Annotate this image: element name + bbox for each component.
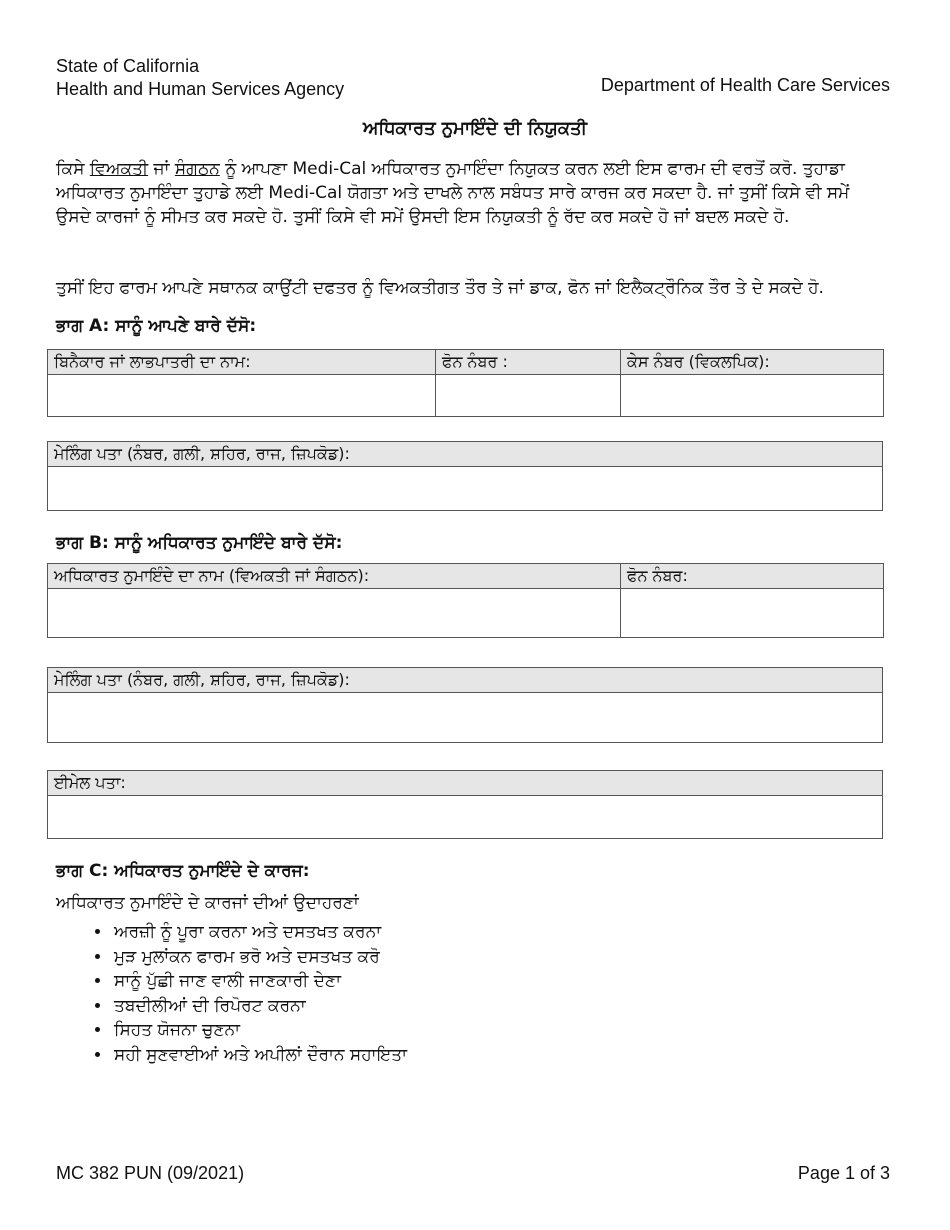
department-name: Department of Health Care Services — [600, 75, 890, 95]
representative-name-field[interactable] — [48, 589, 621, 638]
list-item: • ਸਿਹਤ ਯੋਜਨਾ ਚੁਣਨਾ — [112, 1018, 407, 1043]
list-item: • ਅਰਜ਼ੀ ਨੂੰ ਪੂਰਾ ਕਰਨਾ ਅਤੇ ਦਸਤਖਤ ਕਰਨਾ — [112, 920, 407, 945]
intro-paragraph: ਕਿਸੇ ਵਿਅਕਤੀ ਜਾਂ ਸੰਗਠਨ ਨੂੰ ਆਪਣਾ Medi-Cal ਅਧਿਕਾਰਤ ਨੁਮਾਇੰਦਾ ਨਿਯੁਕਤ ਕਰਨ ਲਈ ਇਸ ਫਾਰਮ ਦੀ ਵਰਤੋਂ ਕਰੋ. ਤੁਹਾਡਾ ਅਧਿਕਾਰਤ ਨੁਮਾਇੰਦਾ ਤੁਹਾਡੇ ਲਈ Medi-Cal ਯੋਗਤਾ ਅਤੇ ਦਾਖਲੇ ਨਾਲ ਸਬੰਧਤ ਸਾਰੇ ਕਾਰਜ ਕਰ ਸਕਦਾ ਹੈ. ਜਾਂ ਤੁਸੀਂ ਕਿਸੇ ਵੀ ਸਮੇਂ ਉਸਦੇ ਕਾਰਜਾਂ ਨੂੰ ਸੀਮਤ ਕਰ ਸਕਦੇ ਹੋ. ਤੁਸੀਂ ਕਿਸੇ ਵੀ ਸਮੇਂ ਉਸਦੀ ਇਸ ਨਿਯੁਕਤੀ ਨੂੰ ਰੱਦ ਕਰ ਸਕਦੇ ਹੋ ਜਾਂ ਬਦਲ ਸਕਦੇ ਹੋ. — [56, 159, 850, 227]
representative-phone-label: ਫੋਨ ਨੰਬਰ: — [621, 564, 884, 589]
list-item: • ਸਾਨੂੰ ਪੁੱਛੀ ਜਾਣ ਵਾਲੀ ਜਾਣਕਾਰੀ ਦੇਣਾ — [112, 969, 407, 994]
representative-email-field[interactable] — [48, 796, 883, 839]
case-number-field[interactable] — [621, 375, 884, 417]
header-left — [56, 55, 344, 101]
submission-paragraph: ਤੁਸੀਂ ਇਹ ਫਾਰਮ ਆਪਣੇ ਸਥਾਨਕ ਕਾਉਂਟੀ ਦਫਤਰ ਨੂੰ ਵਿਅਕਤੀਗਤ ਤੌਰ ਤੇ ਜਾਂ ਡਾਕ, ਫੋਨ ਜਾਂ ਇਲੈਕਟ੍ਰੌਨਿਕ ਤੌਰ ਤੇ ਦੇ ਸਕਦੇ ਹੋ. — [56, 278, 824, 298]
part-b-name-table — [47, 563, 884, 638]
part-b-email-table — [47, 770, 883, 839]
form-id: MC 382 PUN (09/2021) — [56, 1163, 245, 1183]
part-a-address-table — [47, 441, 883, 511]
applicant-name-label: ਬਿਨੈਕਾਰ ਜਾਂ ਲਾਭਪਾਤਰੀ ਦਾ ਨਾਮ: — [48, 350, 436, 375]
representative-email-label: ਈਮੇਲ ਪਤਾ: — [48, 771, 883, 796]
representative-name-label: ਅਧਿਕਾਰਤ ਨੁਮਾਇੰਦੇ ਦਾ ਨਾਮ (ਵਿਅਕਤੀ ਜਾਂ ਸੰਗਠਨ): — [48, 564, 621, 589]
list-item: • ਮੁੜ ਮੁਲਾਂਕਨ ਫਾਰਮ ਭਰੋ ਅਤੇ ਦਸਤਖਤ ਕਰੋ — [112, 945, 407, 970]
applicant-name-field[interactable] — [48, 375, 436, 417]
state-name: State of California — [56, 56, 200, 76]
page-title: ਅਧਿਕਾਰਤ ਨੁਮਾਇੰਦੇ ਦੀ ਨਿਯੁਕਤੀ — [362, 118, 588, 139]
list-item: • ਤਬਦੀਲੀਆਂ ਦੀ ਰਿਪੋਰਟ ਕਰਨਾ — [112, 994, 407, 1019]
person-term: ਵਿਅਕਤੀ — [89, 159, 149, 179]
part-b-address-table — [47, 667, 883, 743]
agency-name: Health and Human Services Agency — [56, 79, 345, 99]
applicant-phone-field[interactable] — [436, 375, 621, 417]
applicant-address-field[interactable] — [48, 467, 883, 511]
representative-address-label: ਮੇਲਿੰਗ ਪਤਾ (ਨੰਬਰ, ਗਲੀ, ਸ਼ਹਿਰ, ਰਾਜ, ਜ਼ਿਪਕੋਡ): — [48, 668, 883, 693]
part-a-heading: ਭਾਗ A: ਸਾਨੂੰ ਆਪਣੇ ਬਾਰੇ ਦੱਸੋ: — [56, 316, 257, 336]
list-item: • ਸਹੀ ਸੁਣਵਾਈਆਂ ਅਤੇ ਅਪੀਲਾਂ ਦੌਰਾਨ ਸਹਾਇਤਾ — [112, 1043, 407, 1068]
duties-list — [56, 920, 407, 1067]
representative-phone-field[interactable] — [621, 589, 884, 638]
part-a-name-table — [47, 349, 884, 417]
applicant-phone-label: ਫੋਨ ਨੰਬਰ : — [436, 350, 621, 375]
applicant-address-label: ਮੇਲਿੰਗ ਪਤਾ (ਨੰਬਰ, ਗਲੀ, ਸ਼ਹਿਰ, ਰਾਜ, ਜ਼ਿਪਕੋਡ): — [48, 442, 883, 467]
part-c-heading: ਭਾਗ C: ਅਧਿਕਾਰਤ ਨੁਮਾਇੰਦੇ ਦੇ ਕਾਰਜ: — [56, 861, 310, 881]
part-b-heading: ਭਾਗ B: ਸਾਨੂੰ ਅਧਿਕਾਰਤ ਨੁਮਾਇੰਦੇ ਬਾਰੇ ਦੱਸੋ: — [56, 533, 343, 553]
case-number-label: ਕੇਸ ਨੰਬਰ (ਵਿਕਲਪਿਕ): — [621, 350, 884, 375]
organization-term: ਸੰਗਠਨ — [174, 159, 220, 179]
part-c-subheading: ਅਧਿਕਾਰਤ ਨੁਮਾਇੰਦੇ ਦੇ ਕਾਰਜਾਂ ਦੀਆਂ ਉਦਾਹਰਣਾਂ — [56, 893, 359, 913]
page-number: Page 1 of 3 — [797, 1163, 890, 1183]
representative-address-field[interactable] — [48, 693, 883, 743]
